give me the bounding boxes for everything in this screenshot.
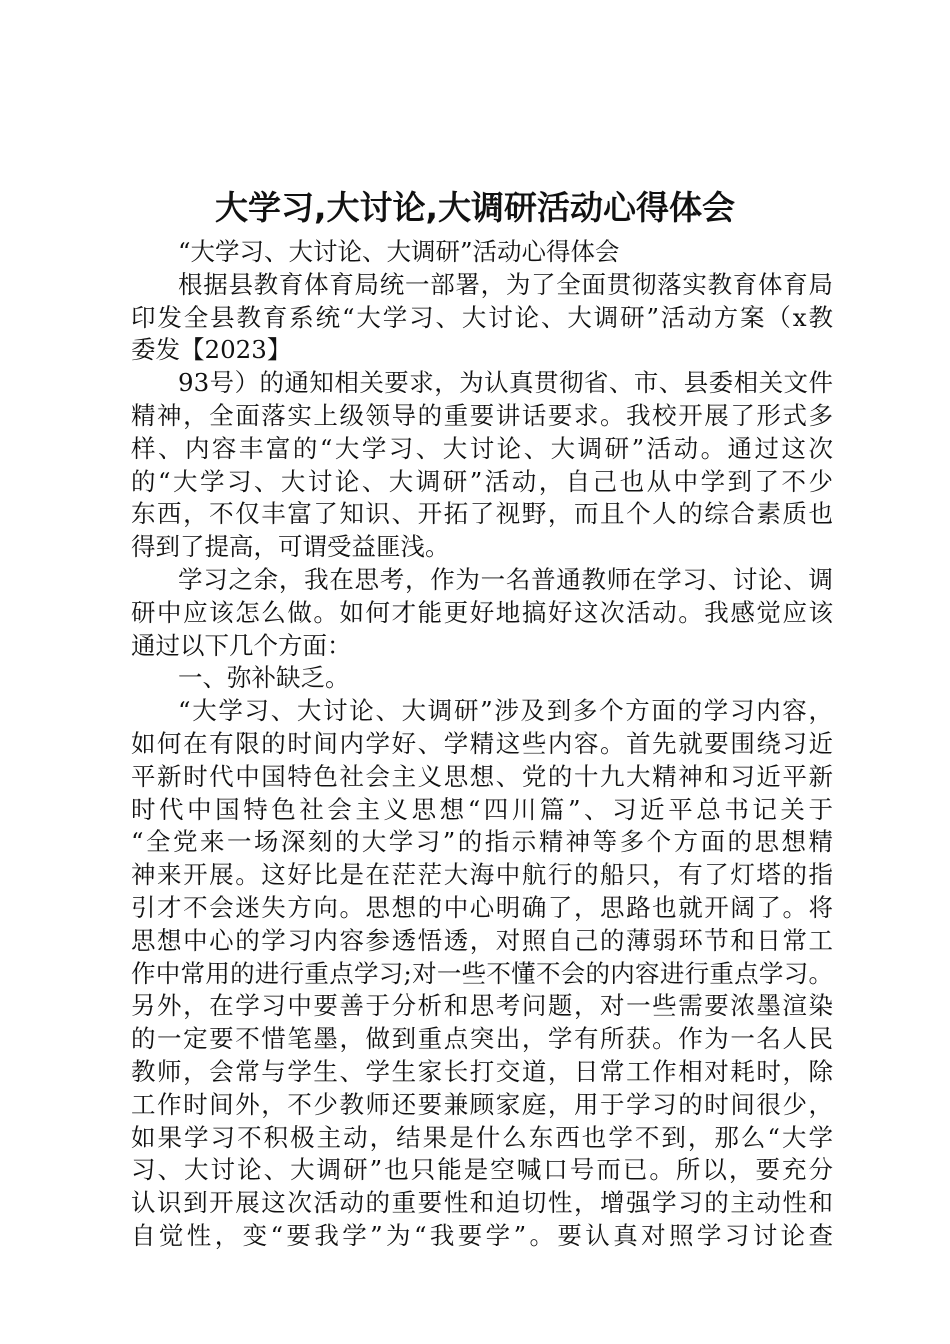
document-body bbox=[131, 236, 833, 1253]
text-line: 习、大讨论、大调研”也只能是空喊口号而已。所以，要充分 bbox=[131, 1155, 833, 1185]
text-line: 神来开展。这好比是在茫茫大海中航行的船只，有了灯塔的指 bbox=[131, 860, 833, 890]
text-line: 平新时代中国特色社会主义思想、党的十九大精神和习近平新 bbox=[131, 761, 833, 791]
text-line: 思想中心的学习内容参透悟透，对照自己的薄弱环节和日常工 bbox=[131, 925, 833, 955]
text-line: 工作时间外，不少教师还要兼顾家庭，用于学习的时间很少， bbox=[131, 1089, 833, 1119]
text-line: 样、内容丰富的“大学习、大讨论、大调研”活动。通过这次 bbox=[131, 433, 833, 463]
text-line: 认识到开展这次活动的重要性和迫切性，增强学习的主动性和 bbox=[131, 1188, 833, 1218]
text-line: 委发【2023】 bbox=[131, 335, 292, 365]
text-line: 引才不会迷失方向。思想的中心明确了，思路也就开阔了。将 bbox=[131, 892, 833, 922]
text-line: 东西，不仅丰富了知识、开拓了视野，而且个人的综合素质也 bbox=[131, 499, 833, 529]
text-line: 根据县教育体育局统一部署，为了全面贯彻落实教育体育局 bbox=[178, 269, 833, 299]
text-line: 得到了提高，可谓受益匪浅。 bbox=[131, 532, 450, 562]
text-line: 自觉性，变“要我学”为“我要学”。要认真对照学习讨论查 bbox=[131, 1220, 833, 1250]
text-line: 精神，全面落实上级领导的重要讲话要求。我校开展了形式多 bbox=[131, 400, 833, 430]
text-line: “全党来一场深刻的大学习”的指示精神等多个方面的思想精 bbox=[131, 827, 833, 857]
text-line: 通过以下几个方面： bbox=[131, 630, 352, 660]
text-line: 印发全县教育系统“大学习、大讨论、大调研”活动方案（x教 bbox=[131, 302, 833, 332]
text-line: “大学习、大讨论、大调研”活动心得体会 bbox=[178, 237, 620, 266]
text-line: 学习之余，我在思考，作为一名普通教师在学习、讨论、调 bbox=[178, 564, 833, 594]
text-line: 作中常用的进行重点学习;对一些不懂不会的内容进行重点学习。 bbox=[131, 958, 833, 988]
text-line: 如果学习不积极主动，结果是什么东西也学不到，那么“大学 bbox=[131, 1122, 833, 1152]
text-line: 的“大学习、大讨论、大调研”活动，自己也从中学到了不少 bbox=[131, 466, 833, 496]
text-line: 时代中国特色社会主义思想“四川篇”、习近平总书记关于 bbox=[131, 794, 833, 824]
text-line: 93号）的通知相关要求，为认真贯彻省、市、县委相关文件 bbox=[178, 368, 833, 398]
text-line: 研中应该怎么做。如何才能更好地搞好这次活动。我感觉应该 bbox=[131, 597, 833, 627]
text-line: 一、弥补缺乏。 bbox=[178, 663, 350, 693]
text-line: 如何在有限的时间内学好、学精这些内容。首先就要围绕习近 bbox=[131, 728, 833, 758]
document-title: 大学习,大讨论,大调研活动心得体会 bbox=[214, 188, 736, 227]
text-line: “大学习、大讨论、大调研”涉及到多个方面的学习内容， bbox=[178, 696, 833, 726]
text-line: 教师，会常与学生、学生家长打交道，日常工作相对耗时，除 bbox=[131, 1056, 833, 1086]
text-line: 另外，在学习中要善于分析和思考问题，对一些需要浓墨渲染 bbox=[131, 991, 833, 1021]
text-line: 的一定要不惜笔墨，做到重点突出，学有所获。作为一名人民 bbox=[131, 1024, 833, 1054]
